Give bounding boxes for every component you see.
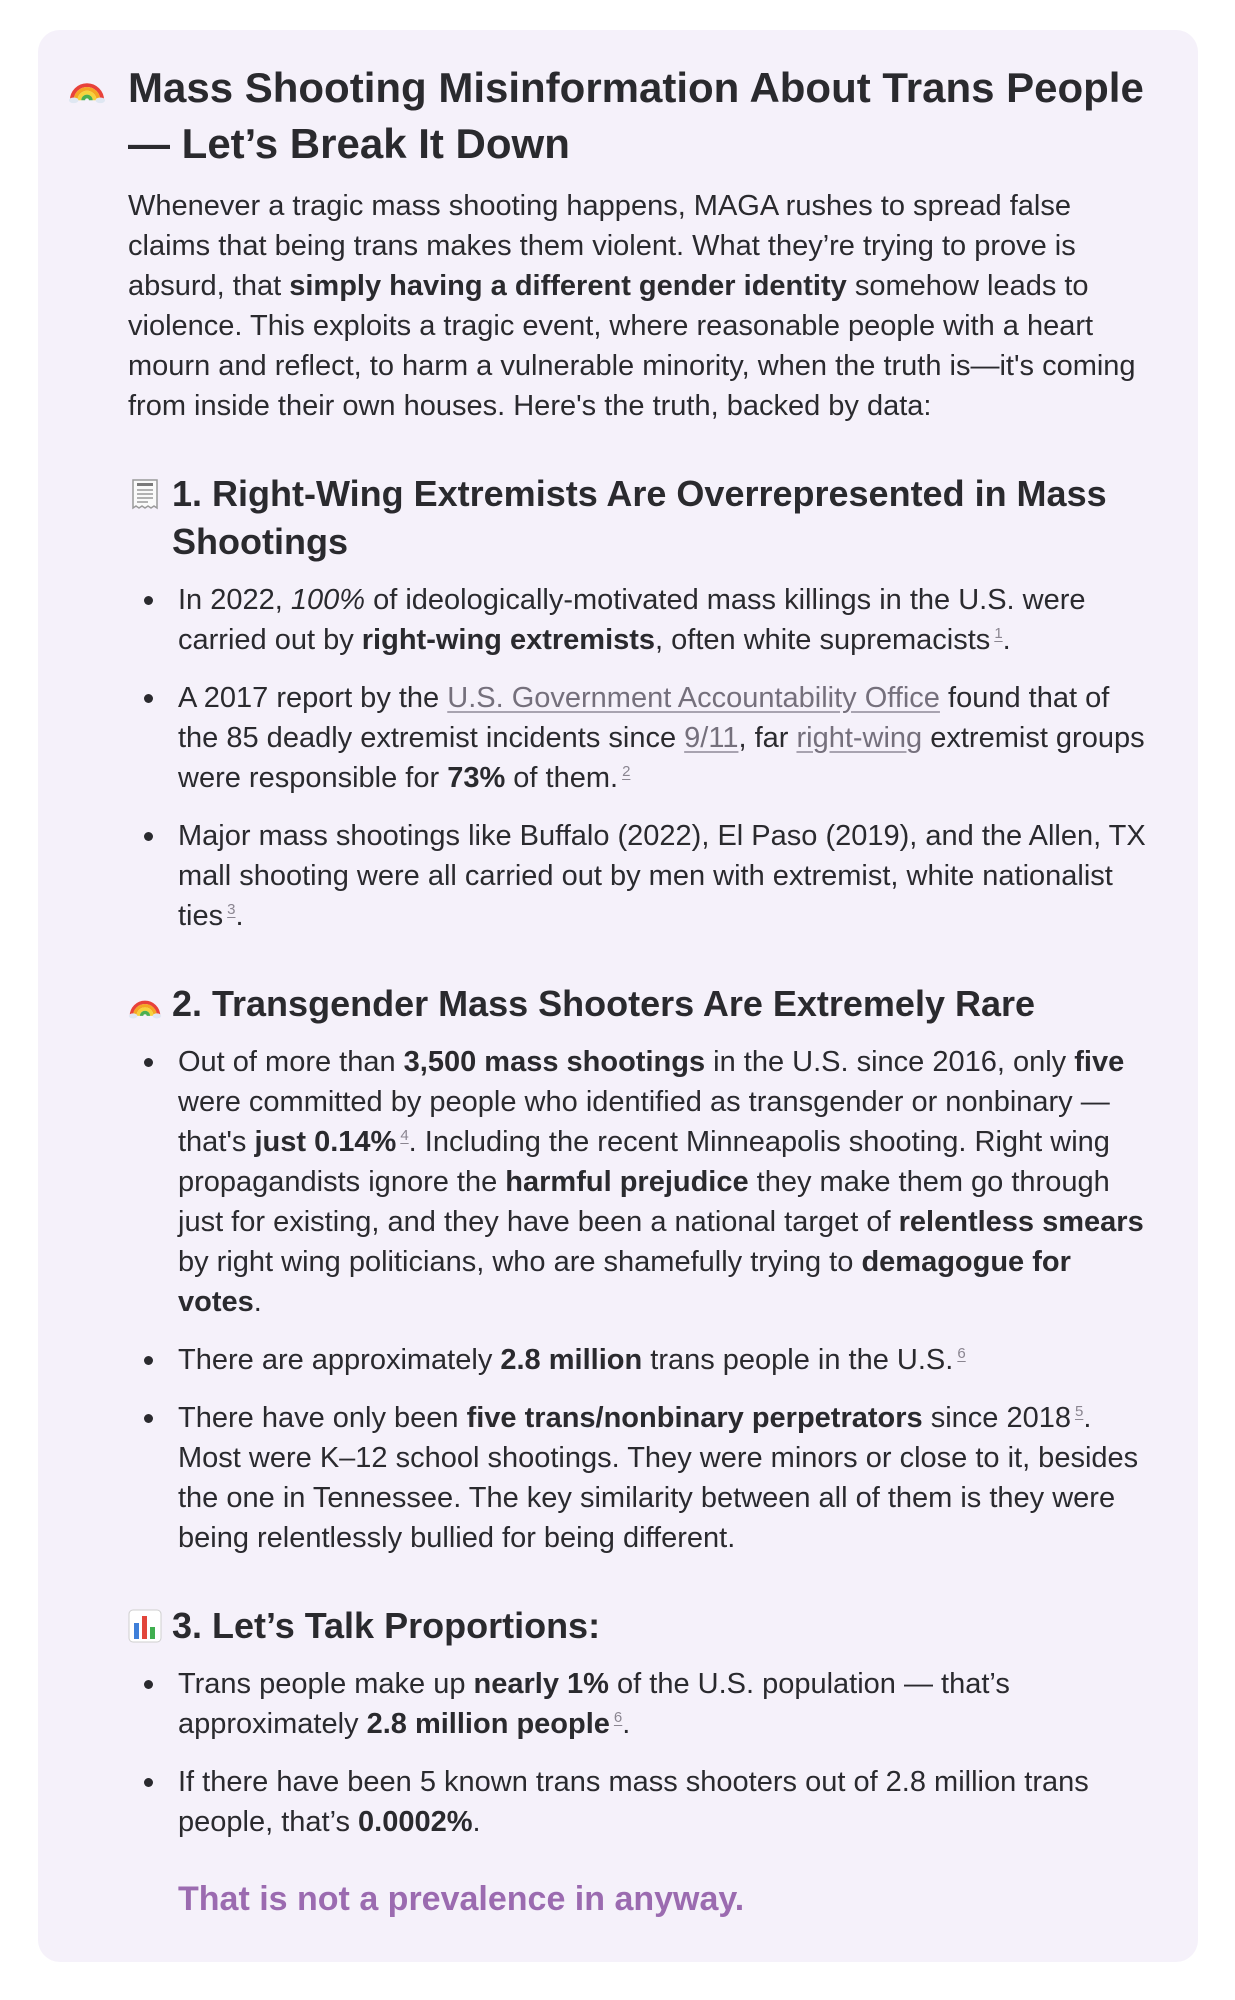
- section-1: [128, 470, 1148, 936]
- list-item: Major mass shootings like Buffalo (2022), El Paso (2019), and the Allen, TX mall shooting were all carried out by men with extremist, white nationalist ties $^3$.: [178, 816, 1148, 936]
- section-3: [128, 1602, 1148, 1842]
- list-item: Trans people make up nearly 1% of the U.S. population — that’s approximately 2.8 million people $^6$.: [178, 1664, 1148, 1744]
- list-item: If there have been 5 known trans mass shooters out of 2.8 million trans people, that’s 0.0002%.: [178, 1762, 1148, 1842]
- gao-link[interactable]: U.S. Government Accountability Office: [447, 682, 940, 714]
- footnote-link[interactable]: 3: [227, 901, 236, 919]
- closing-statement: That is not a prevalence in anyway.: [178, 1880, 745, 1918]
- section-3-list: [128, 1664, 1148, 1842]
- page-title: Mass Shooting Misinformation About Trans People — Let’s Break It Down: [128, 64, 1144, 167]
- right-wing-link[interactable]: right-wing: [796, 722, 923, 754]
- title-row: [68, 60, 1148, 172]
- rainbow-icon: [128, 987, 162, 1021]
- footnote-link[interactable]: 6: [613, 1709, 623, 1727]
- receipt-icon: [128, 477, 162, 511]
- nine-eleven-link[interactable]: 9/11: [684, 722, 739, 754]
- intro-paragraph: Whenever a tragic mass shooting happens, MAGA rushes to spread false claims that being trans makes them violent. What they’re trying to prove is absurd, that simply having a different gender identity somehow leads to violence. This exploits a tragic event, where reasonable people with a heart mourn and reflect, to harm a vulnerable minority, when the truth is—it's coming from inside their own houses. Here's the truth, backed by data:: [128, 190, 1136, 422]
- section-2-heading: 2. Transgender Mass Shooters Are Extremely Rare: [128, 980, 1148, 1028]
- footnote-link[interactable]: 1: [994, 625, 1003, 643]
- list-item: There are approximately 2.8 million trans people in the U.S. $^6$: [178, 1340, 1148, 1380]
- section-2: [128, 980, 1148, 1558]
- list-item: There have only been five trans/nonbinary perpetrators since 2018 $^5$. Most were K–12 school shootings. They were minors or close to it, besides the one in Tennessee. The key similarity between all of them is they were being relentlessly bullied for being different.: [178, 1398, 1148, 1558]
- section-2-list: [128, 1042, 1148, 1558]
- section-1-heading: 1. Right-Wing Extremists Are Overrepresented in Mass Shootings: [128, 470, 1148, 566]
- section-1-list: [128, 580, 1148, 936]
- list-item: In 2022, 100% of ideologically-motivated mass killings in the U.S. were carried out by right-wing extremists, often white supremacists $^1$.: [178, 580, 1148, 660]
- bar-chart-icon: [128, 1609, 162, 1643]
- rainbow-icon: [68, 68, 106, 106]
- section-3-heading: 3. Let’s Talk Proportions:: [128, 1602, 1148, 1650]
- list-item: A 2017 report by the U.S. Government Accountability Office found that of the 85 deadly extremist incidents since 9/11, far right-wing extremist groups were responsible for 73% of them. $^2$: [178, 678, 1148, 798]
- footnote-link[interactable]: 4: [400, 1127, 409, 1145]
- footnote-link[interactable]: 5: [1074, 1403, 1084, 1421]
- footnote-link[interactable]: 2: [622, 763, 631, 781]
- message-card: [38, 30, 1198, 1962]
- footnote-link[interactable]: 6: [957, 1345, 966, 1363]
- list-item: Out of more than 3,500 mass shootings in the U.S. since 2016, only five were committed by people who identified as transgender or nonbinary — that's just 0.14% $^4$. Including the recent Minneapolis shooting. Right wing propagandists ignore the harmful prejudice they make them go through just for existing, and they have been a national target of relentless smears by right wing politicians, who are shamefully trying to demagogue for votes.: [178, 1042, 1148, 1322]
